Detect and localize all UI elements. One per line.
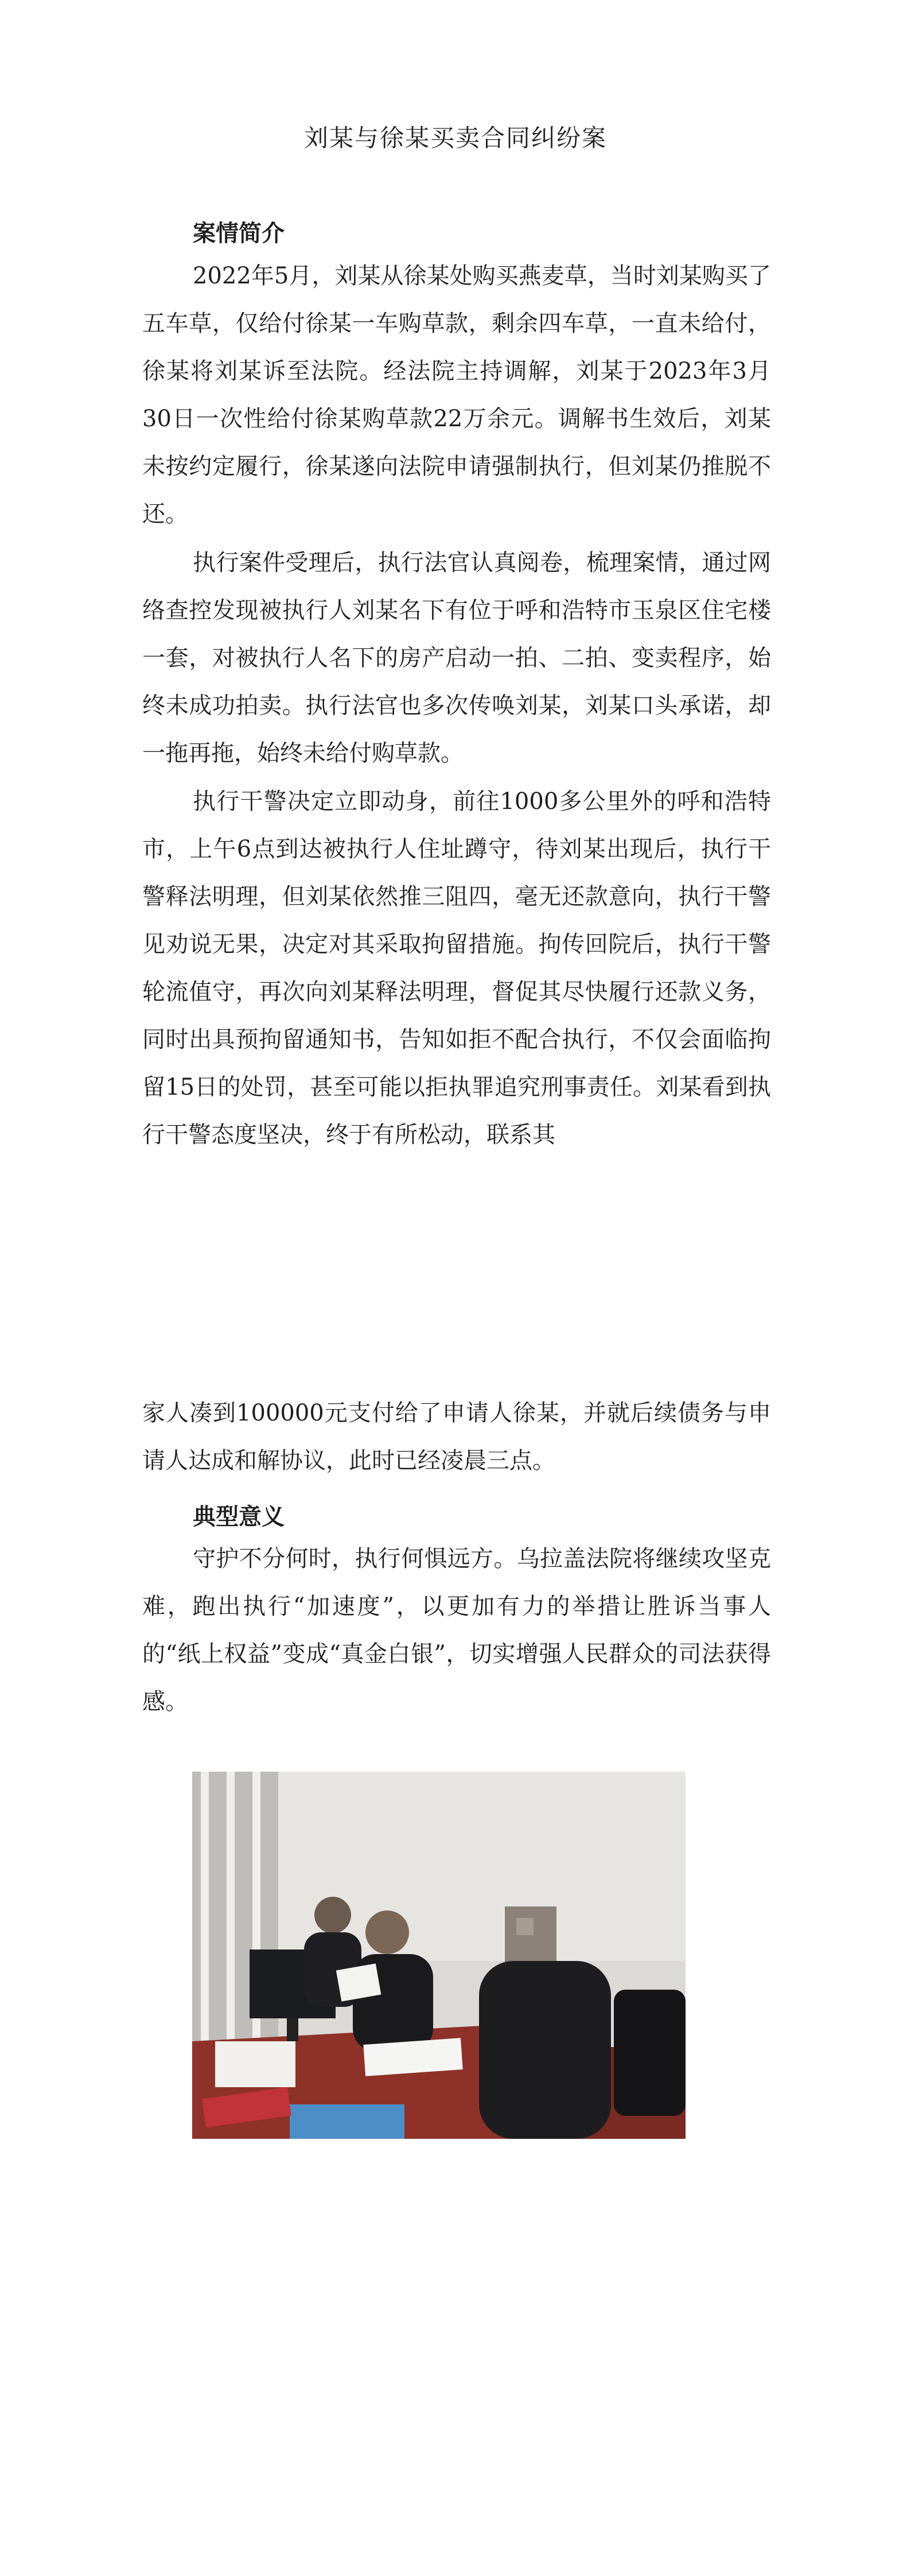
section-heading-significance: 典型意义	[193, 1504, 285, 1530]
paragraph-1: 2022年5月，刘某从徐某处购买燕麦草，当时刘某购买了五车草，仅给付徐某一车购草款，剩余四车草，一直未给付，徐某将刘某诉至法院。经法院主持调解，刘某于2023年3月30日一次性给付徐某购草款22万余元。调解书生效后，刘某未按约定履行，徐某遂向法院申请强制执行，但刘某仍推脱不还。	[142, 263, 771, 527]
photo-mediation-meeting	[192, 1772, 686, 2139]
document-title: 刘某与徐某买卖合同纠纷案	[303, 124, 607, 152]
paragraph-3: 执行干警决定立即动身，前往1000多公里外的呼和浩特市，上午6点到达被执行人住址蹲守，待刘某出现后，执行干警释法明理，但刘某依然推三阻四，毫无还款意向，执行干警见劝说无果，决定对其采取拘留措施。拘传回院后，执行干警轮流值守，再次向刘某释法明理，督促其尽快履行还款义务，同时出具预拘留通知书，告知如拒不配合执行，不仅会面临拘留15日的处罚，甚至可能以拒执罪追究刑事责任。刘某看到执行干警态度坚决，终于有所松动，联系其	[142, 788, 771, 1148]
section-heading-case-summary: 案情简介	[193, 220, 285, 247]
significance-paragraph: 守护不分何时，执行何惧远方。乌拉盖法院将继续攻坚克难，跑出执行“加速度”，以更加有力的举措让胜诉当事人的“纸上权益”变成“真金白银”，切实增强人民群众的司法获得感。	[142, 1546, 771, 1715]
paragraph-4: 家人凑到100000元支付给了申请人徐某，并就后续债务与申请人达成和解协议，此时已经凌晨三点。	[142, 1400, 771, 1474]
paragraph-2: 执行案件受理后，执行法官认真阅卷，梳理案情，通过网络查控发现被执行人刘某名下有位于呼和浩特市玉泉区住宅楼一套，对被执行人名下的房产启动一拍、二拍、变卖程序，始终未成功拍卖。执行法官也多次传唤刘某，刘某口头承诺，却一拖再拖，始终未给付购草款。	[142, 550, 771, 766]
